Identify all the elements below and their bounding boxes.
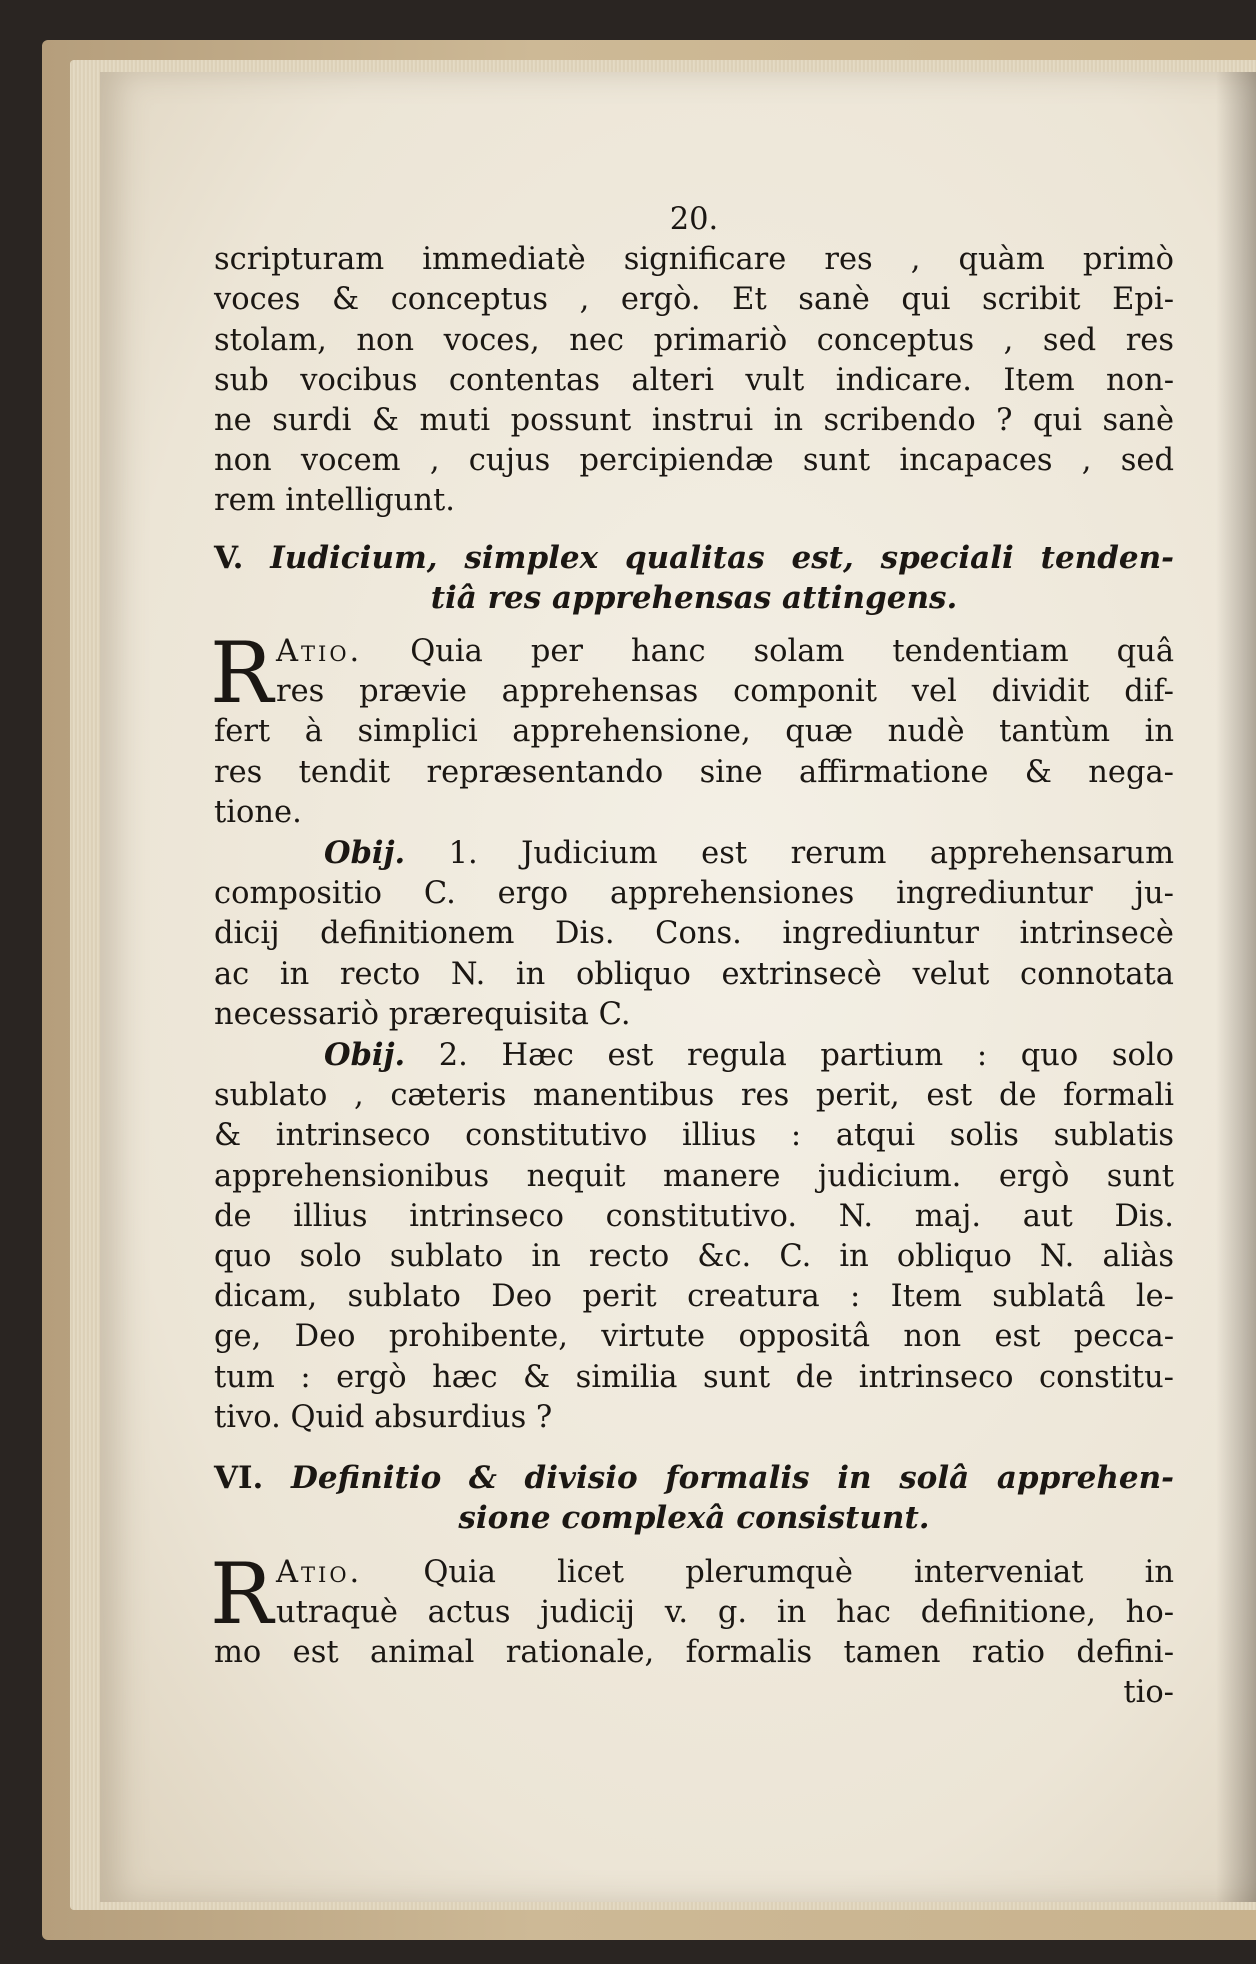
text-line [214, 1553, 1174, 1593]
thesis-v-line1 [214, 538, 1174, 578]
objection-label: Obij. [324, 835, 406, 872]
text-line [214, 632, 1174, 672]
text-line: fert à simplici apprehensione, quæ nudè tantùm in [214, 714, 1174, 750]
text-line: & intrinseco constitutivo illius : atqui solis sublatis [214, 1118, 1174, 1154]
thesis-vi-line1 [214, 1458, 1174, 1498]
text-line: compositio C. ergo apprehensiones ingrediuntur ju- [214, 876, 1174, 912]
ratio-vi-paragraph [210, 1544, 1174, 1714]
thesis-vi-line2: sione complexâ consistunt. [458, 1500, 930, 1537]
objection-2 [214, 1035, 1174, 1438]
objection-label: Obij. [324, 1037, 406, 1074]
text-line: non vocem , cujus percipiendæ sunt incapaces , sed [214, 443, 1174, 479]
text-line: tione. [214, 794, 302, 830]
text-line: tum : ergò hæc & similia sunt de intrinseco constitu- [214, 1359, 1174, 1395]
gutter-shadow [1216, 72, 1256, 1902]
thesis-v-text: Iudicium, simplex qualitas est, speciali tenden- [270, 539, 1175, 576]
text-line: ac in recto N. in obliquo extrinsecè velut connotata [214, 956, 1174, 992]
text-line: mo est animal rationale, formalis tamen ratio defini- [214, 1634, 1174, 1670]
thesis-vi [214, 1458, 1174, 1538]
objection-1 [214, 833, 1174, 1035]
text-line: ge, Deo prohibente, virtute oppositâ non est pecca- [214, 1319, 1174, 1355]
ratio-lead: Atio. [276, 1554, 363, 1590]
text-line [214, 833, 1174, 874]
drop-cap: R [210, 624, 274, 723]
catchword: tio- [1123, 1675, 1174, 1711]
thesis-v-line2: tiâ res apprehensas attingens. [430, 579, 958, 616]
thesis-vi-text: Definitio & divisio formalis in solâ apprehen- [291, 1460, 1174, 1497]
page-text [210, 200, 1175, 1713]
drop-cap: R [210, 1544, 274, 1643]
ratio-text: Quia per hanc solam tendentiam quâ [410, 634, 1174, 670]
text-line: dicij definitionem Dis. Cons. ingrediuntur intrinsecè [214, 916, 1174, 952]
text-line: tivo. Quid absurdius ? [214, 1399, 553, 1435]
text-line: ne surdi & muti possunt instrui in scribendo ? qui sanè [214, 403, 1174, 439]
text-line: stolam, non voces, nec primariò conceptus , sed res [214, 322, 1174, 358]
page-number: 20. [669, 202, 719, 237]
text-line: scripturam immediatè significare res , quàm primò [214, 242, 1174, 278]
text-line: quo solo sublato in recto &c. C. in obliquo N. aliàs [214, 1239, 1174, 1275]
objection-text: 2. Hæc est regula partium : quo solo [438, 1038, 1175, 1074]
ratio-v-paragraph [210, 624, 1174, 833]
text-line: rem intelligunt. [214, 483, 455, 519]
ratio-text: Quia licet plerumquè interveniat in [423, 1554, 1174, 1590]
text-line: utraquè actus judicij v. g. in hac definitione, ho- [276, 1594, 1174, 1630]
text-line: de illius intrinseco constitutivo. N. maj. aut Dis. [214, 1198, 1174, 1234]
text-line: dicam, sublato Deo perit creatura : Item sublatâ le- [214, 1279, 1174, 1315]
text-line [214, 1035, 1174, 1076]
ratio-lead: Atio. [276, 634, 363, 670]
text-line: apprehensionibus nequit manere judicium. ergò sunt [214, 1158, 1174, 1194]
thesis-v [214, 538, 1174, 618]
text-line: voces & conceptus , ergò. Et sanè qui scribit Epi- [214, 282, 1174, 318]
text-line: res tendit repræsentando sine affirmatione & nega- [214, 754, 1174, 790]
text-line: sub vocibus contentas alteri vult indicare. Item non- [214, 362, 1174, 398]
text-line: necessariò prærequisita C. [214, 996, 631, 1032]
objection-text: 1. Judicium est rerum apprehensarum [448, 836, 1175, 872]
thesis-v-numeral: V. [214, 539, 244, 576]
text-line: sublato , cæteris manentibus res perit, est de formali [214, 1078, 1174, 1114]
thesis-vi-numeral: VI. [214, 1460, 264, 1497]
intro-paragraph [214, 240, 1174, 521]
text-line: res prævie apprehensas componit vel dividit dif- [276, 674, 1174, 710]
